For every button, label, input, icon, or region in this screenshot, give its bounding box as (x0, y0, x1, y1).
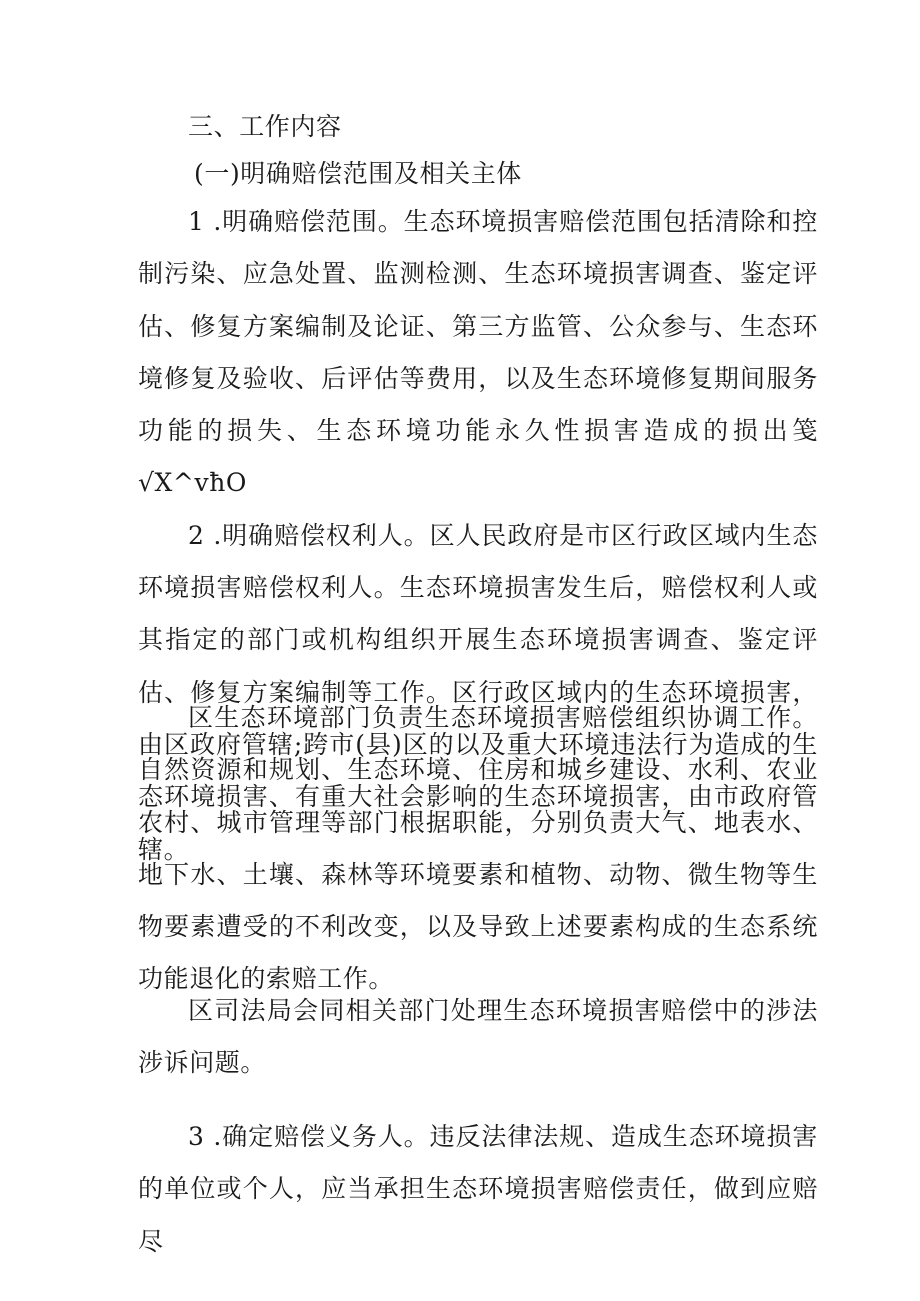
paragraph-block-4 (138, 1111, 818, 1268)
paragraph-block-3 (138, 985, 818, 1090)
paragraph-ecology-department-duties: 区生态环境部门负责生态环境损害赔偿组织协调工作。自然资源和规划、生态环境、住房和城乡建设、水利、农业农村、城市管理等部门根据职能，分别负责大气、地表水、地下水、土壤、森林等环境要素和植物、动物、微生物等生物要素遭受的不利改变，以及导致上述要素构成的生态系统功能退化的索赔工作。 (138, 703, 818, 994)
paragraph-justice-bureau: 区司法局会同相关部门处理生态环境损害赔偿中的涉法涉诉问题。 (138, 996, 818, 1078)
paragraph-compensation-right-holder: 2 .明确赔偿权利人。区人民政府是市区行政区域内生态环境损害赔偿权利人。生态环境损害发生后，赔偿权利人或其指定的部门或机构组织开展生态环境损害调查、鉴定评估、修复方案编制等工作。区行政区域内的生态环境损害，由区政府管辖;跨市(县)区的以及重大环境违法行为造成的生态环境损害、有重大社会影响的生态环境损害，由市政府管辖。 (138, 520, 818, 864)
paragraph-obligor: 3 .确定赔偿义务人。违反法律法规、造成生态环境损害的单位或个人，应当承担生态环境损害赔偿责任，做到应赔尽 (138, 1122, 818, 1256)
paragraph-block-2 (138, 692, 818, 1006)
paragraph-compensation-scope: 1 .明确赔偿范围。生态环境损害赔偿范围包括清除和控制污染、应急处置、监测检测、生态环境损害调查、鉴定评估、修复方案编制及论证、第三方监管、公众参与、生态环境修复及验收、后评估等费用，以及生态环境修复期间服务功能的损失、生态环境功能永久性损害造成的损出笺√X^vħO (138, 207, 818, 498)
subsection-heading: (一)明确赔偿范围及相关主体 (194, 159, 522, 188)
section-heading: 三、工作内容 (188, 112, 342, 141)
